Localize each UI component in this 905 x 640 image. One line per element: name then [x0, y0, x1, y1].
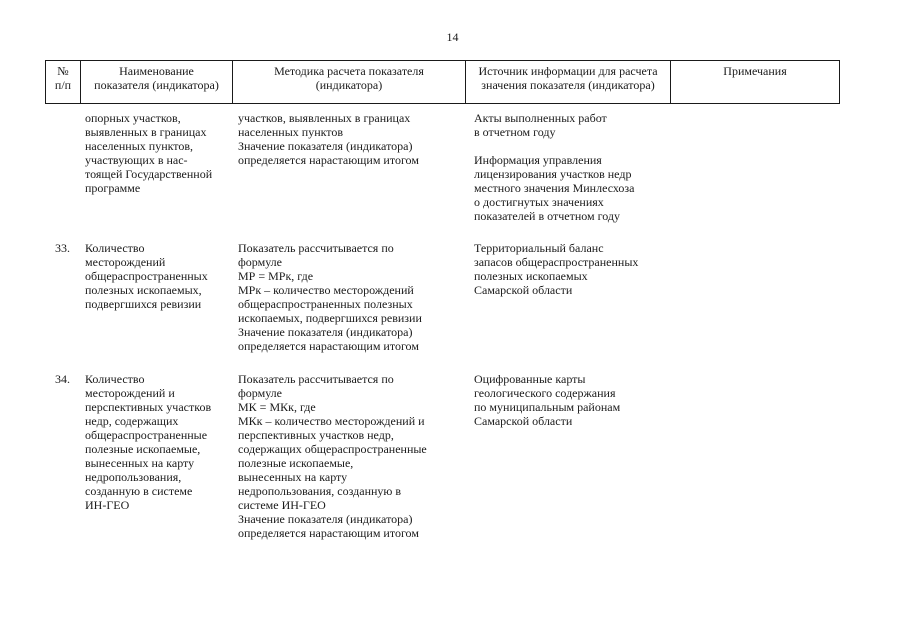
header-bottom-rule — [45, 103, 840, 104]
indicator-name: опорных участков, выявленных в границах населенных пунктов, участвующих в нас- тоящей Государственной программе — [85, 111, 213, 195]
indicator-method: участков, выявленных в границах населенных пунктов Значение показателя (индикатора) определяется нарастающим итогом — [238, 111, 419, 167]
header-source: Источник информации для расчета значения показателя (индикатора) — [478, 64, 658, 92]
header-method: Методика расчета показателя (индикатора) — [274, 64, 424, 92]
header-num: № п/п — [54, 64, 72, 92]
row-number: 33. — [55, 241, 70, 255]
header-notes: Примечания — [723, 64, 787, 78]
header-top-rule — [45, 60, 840, 61]
header-name: Наименование показателя (индикатора) — [94, 64, 219, 92]
indicator-source: Территориальный баланс запасов общераспространенных полезных ископаемых Самарской области — [474, 241, 639, 297]
indicator-method: Показатель рассчитывается по формуле МК = МКк, где МКк – количество месторождений и перспективных участков недр, содержащих общераспространенные полезные ископаемые, вынесенных на карту недропользования, созданную в системе ИН-ГЕО Значение показателя (индикатора) определяется нарастающим итогом — [238, 372, 427, 540]
column-divider — [839, 60, 840, 103]
indicator-source: Оцифрованные карты геологического содержания по муниципальным районам Самарской области — [474, 372, 621, 428]
row-number: 34. — [55, 372, 70, 386]
indicator-name: Количество месторождений и перспективных участков недр, содержащих общераспространенные полезные ископаемые, вынесенных на карту недропользования, созданную в системе ИН-ГЕО — [85, 372, 212, 512]
indicator-source: Акты выполненных работ в отчетном году Информация управления лицензирования участков недр местного значения Минлесхоза о достигнутых значениях показателей в отчетном году — [474, 111, 635, 223]
indicator-method: Показатель рассчитывается по формуле МР = МРк, где МРк – количество месторождений общераспространенных полезных ископаемых, подвергшихся ревизии Значение показателя (индикатора) определяется нарастающим итогом — [238, 241, 422, 353]
page-number: 14 — [446, 30, 459, 44]
indicator-name: Количество месторождений общераспространенных полезных ископаемых, подвергшихся ревизии — [85, 241, 208, 311]
